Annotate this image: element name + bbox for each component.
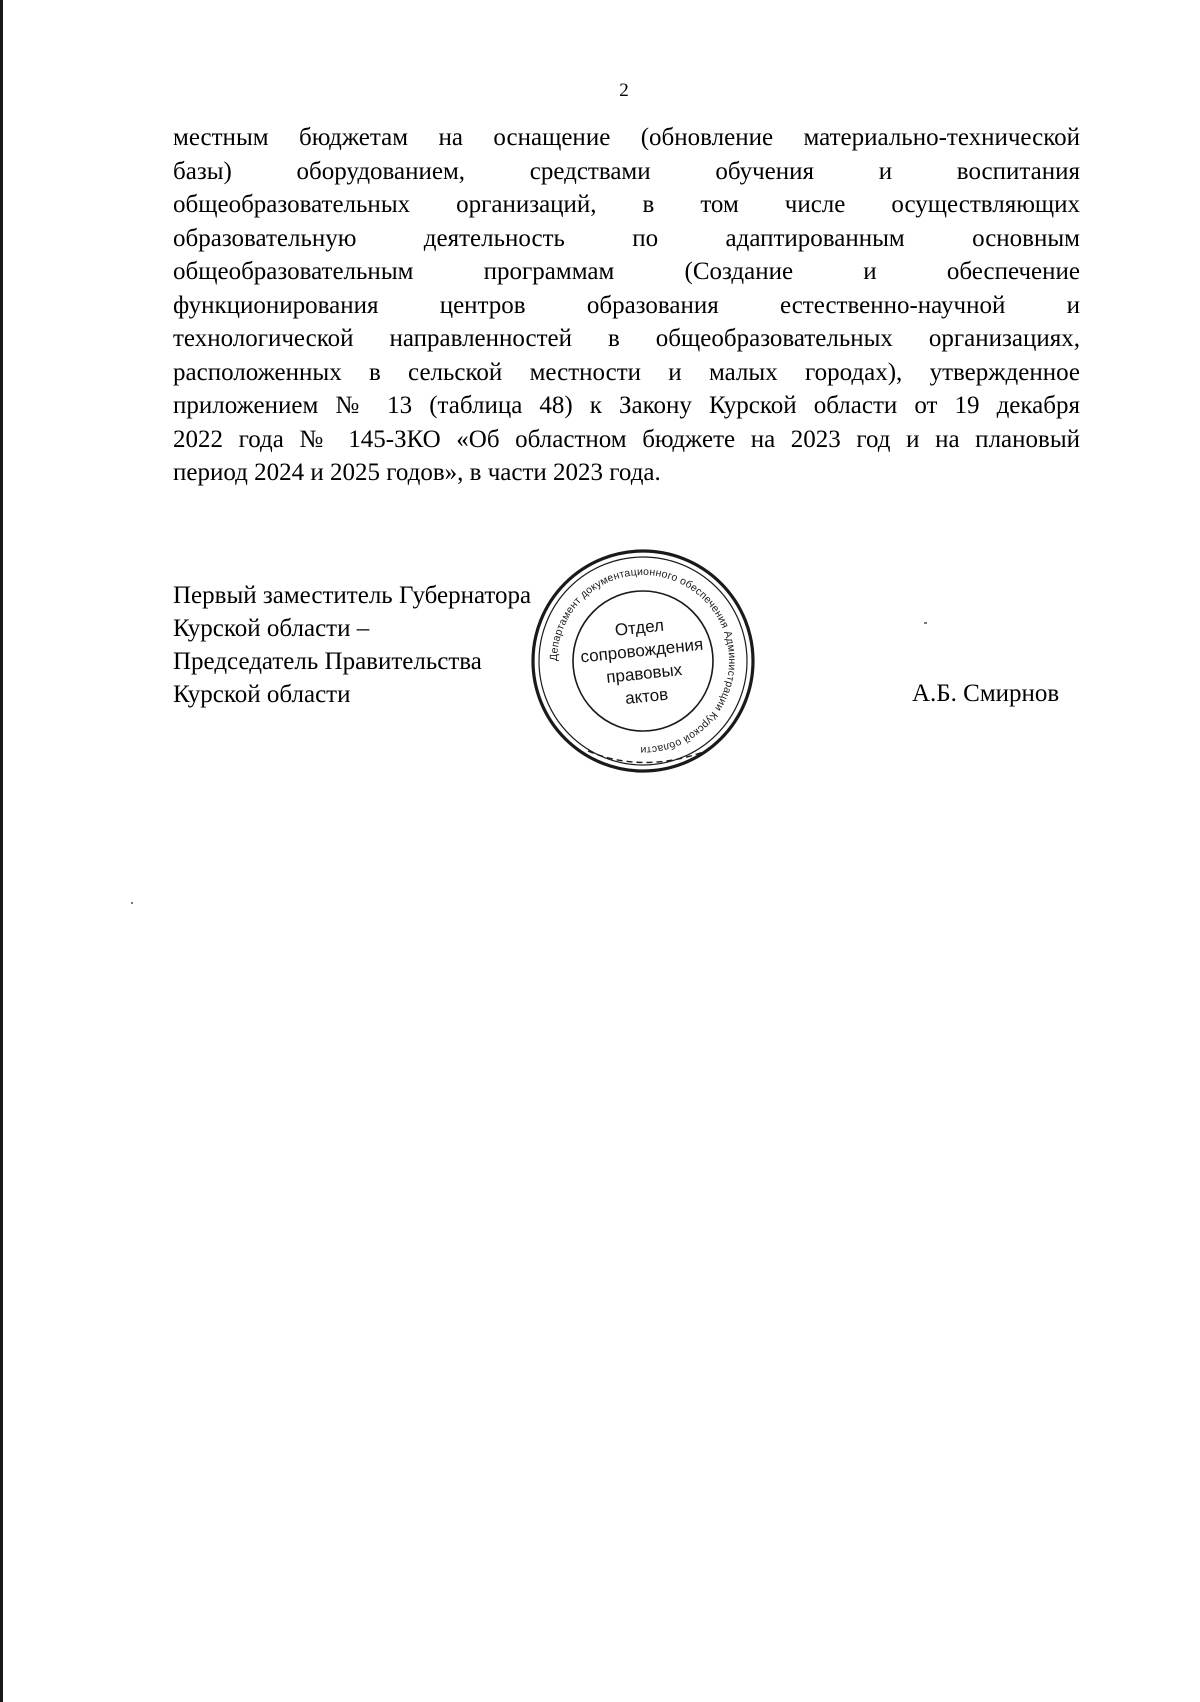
signatory-position-line: Председатель Правительства: [173, 648, 482, 675]
body-line: приложением № 13 (таблица 48) к Закону Курской области от 19 декабря: [173, 392, 1080, 419]
signatory-name: А.Б. Смирнов: [912, 680, 1060, 707]
scan-speck: [924, 622, 927, 624]
body-line: образовательную деятельность по адаптированным основным: [173, 224, 1080, 252]
stamp-center-line: Отдел: [613, 615, 665, 640]
scan-edge-shadow: [0, 0, 3, 1702]
body-line: общеобразовательным программам (Создание и обеспечение: [173, 258, 1080, 285]
signatory-position: [173, 579, 553, 711]
body-line: базы) оборудованием, средствами обучения и воспитания: [173, 157, 1080, 185]
body-line: местным бюджетам на оснащение (обновление материально-технической: [173, 124, 1080, 151]
scan-speck: [131, 902, 133, 904]
body-line: технологической направленностей в общеобразовательных организациях,: [173, 325, 1080, 352]
body-line: общеобразовательных организаций, в том числе осуществляющих: [173, 191, 1080, 218]
body-paragraph: [173, 121, 1080, 490]
stamp-center-line: правовых: [605, 660, 684, 687]
page-number: 2: [619, 80, 629, 101]
signatory-position-line: Первый заместитель Губернатора: [173, 582, 532, 609]
stamp-center-line: сопровождения: [579, 634, 705, 667]
body-line: период 2024 и 2025 годов», в части 2023 года.: [173, 459, 661, 486]
body-line: расположенных в сельской местности и малых городах), утвержденное: [173, 358, 1080, 386]
body-line: функционирования центров образования естественно-научной и: [173, 291, 1080, 319]
stamp-center-line: актов: [624, 684, 670, 709]
official-stamp: [528, 546, 758, 776]
stamp-outer-text: Департамент документационного обеспечения Администрации Курской области: [547, 565, 739, 757]
body-line: 2022 года № 145-ЗКО «Об областном бюджете на 2023 год и на плановый: [173, 425, 1080, 453]
signatory-position-line: Курской области: [173, 681, 351, 708]
signatory-position-line: Курской области –: [173, 615, 370, 642]
